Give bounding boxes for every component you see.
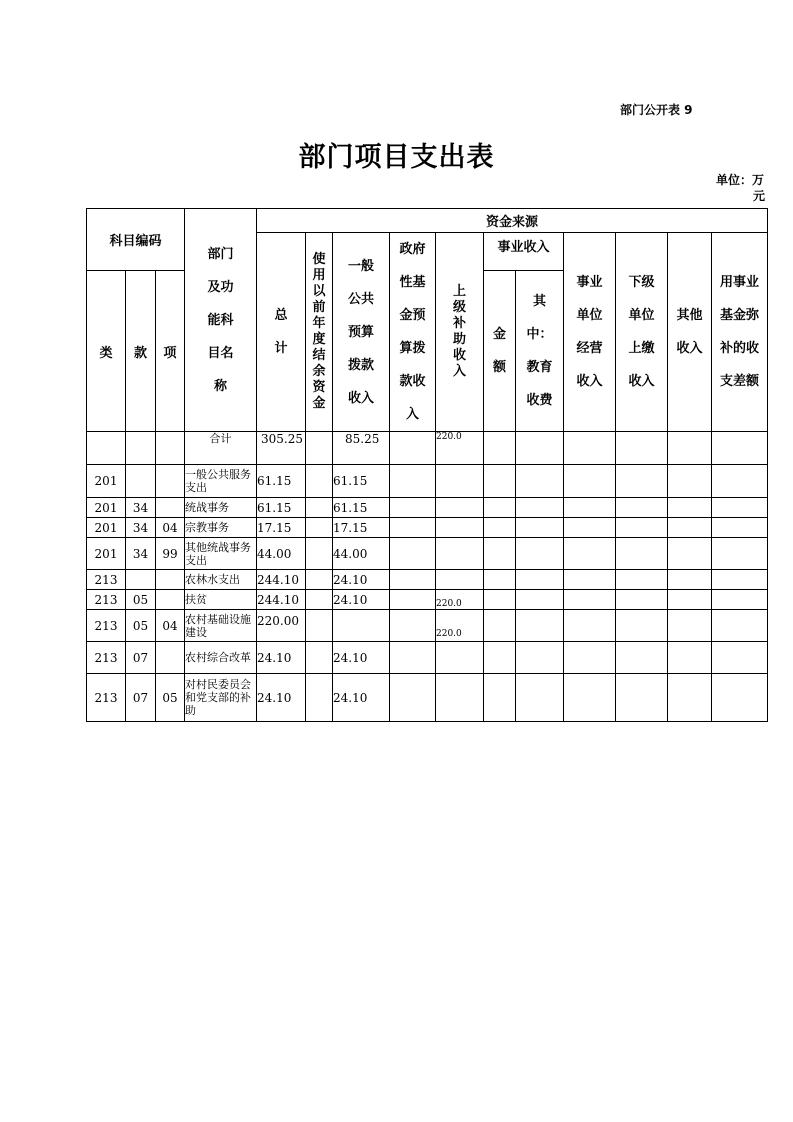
fund-balance-header: 用事业 基金弥 补的收 支差额 bbox=[712, 233, 768, 432]
cell-lower bbox=[616, 518, 668, 538]
xiang-header: 项 bbox=[156, 271, 185, 432]
cell-total: 61.15 bbox=[257, 498, 306, 518]
table-row bbox=[87, 518, 768, 538]
cell-name: 合计 bbox=[185, 432, 257, 465]
cell-edu bbox=[516, 498, 564, 518]
cell-kuan: 34 bbox=[126, 518, 156, 538]
table-row bbox=[87, 570, 768, 590]
cell-oper bbox=[564, 642, 616, 674]
table-row bbox=[87, 610, 768, 642]
cell-balance bbox=[712, 642, 768, 674]
cell-gov bbox=[390, 590, 436, 610]
other-income-header: 其他 收入 bbox=[668, 233, 712, 432]
page-title: 部门项目支出表 bbox=[298, 142, 495, 173]
cell-total: 17.15 bbox=[257, 518, 306, 538]
cell-other bbox=[668, 674, 712, 722]
cell-prior bbox=[306, 610, 333, 642]
cell-lower bbox=[616, 610, 668, 642]
cell-amount bbox=[484, 590, 516, 610]
table-row bbox=[87, 432, 768, 465]
subject-code-header: 科目编码 bbox=[87, 209, 185, 271]
cell-upper bbox=[436, 498, 484, 518]
cell-other bbox=[668, 432, 712, 465]
cell-lei bbox=[87, 432, 126, 465]
cell-oper bbox=[564, 538, 616, 570]
cell-lei: 213 bbox=[87, 590, 126, 610]
cell-oper bbox=[564, 518, 616, 538]
table-row bbox=[87, 538, 768, 570]
cell-upper: 220.0 bbox=[436, 432, 484, 465]
cell-balance bbox=[712, 432, 768, 465]
cell-xiang bbox=[156, 432, 185, 465]
cell-other bbox=[668, 498, 712, 518]
cell-upper bbox=[436, 642, 484, 674]
cell-edu bbox=[516, 518, 564, 538]
operating-income-header: 事业 单位 经营 收入 bbox=[564, 233, 616, 432]
cell-lei: 213 bbox=[87, 610, 126, 642]
cell-amount bbox=[484, 465, 516, 498]
cell-oper bbox=[564, 610, 616, 642]
cell-name: 其他统战事务支出 bbox=[185, 538, 257, 570]
cell-balance bbox=[712, 674, 768, 722]
cell-other bbox=[668, 642, 712, 674]
cell-other bbox=[668, 538, 712, 570]
cell-total: 244.10 bbox=[257, 590, 306, 610]
cell-kuan: 05 bbox=[126, 590, 156, 610]
gov-fund-header: 政府 性基 金预 算拨 款收 入 bbox=[390, 233, 436, 432]
cell-oper bbox=[564, 432, 616, 465]
cell-balance bbox=[712, 518, 768, 538]
cell-oper bbox=[564, 674, 616, 722]
cell-name: 统战事务 bbox=[185, 498, 257, 518]
lei-header: 类 bbox=[87, 271, 126, 432]
cell-amount bbox=[484, 538, 516, 570]
general-budget-header: 一般 公共 预算 拨款 收入 bbox=[333, 233, 390, 432]
cell-kuan: 07 bbox=[126, 642, 156, 674]
cell-name: 一般公共服务支出 bbox=[185, 465, 257, 498]
cell-gov bbox=[390, 642, 436, 674]
cell-total: 244.10 bbox=[257, 570, 306, 590]
dept-name-header: 部门 及功 能科 目名 称 bbox=[185, 209, 257, 432]
form-number-tag: 部门公开表 9 bbox=[620, 103, 693, 117]
cell-edu bbox=[516, 538, 564, 570]
cell-gov bbox=[390, 538, 436, 570]
cell-total: 220.00 bbox=[257, 610, 306, 642]
cell-upper: 220.0 bbox=[436, 610, 484, 642]
cell-upper bbox=[436, 465, 484, 498]
cell-amount bbox=[484, 570, 516, 590]
funding-source-header: 资金来源 bbox=[257, 209, 768, 233]
business-income-header: 事业收入 bbox=[484, 233, 564, 271]
cell-oper bbox=[564, 498, 616, 518]
total-header: 总 计 bbox=[257, 233, 306, 432]
cell-upper bbox=[436, 538, 484, 570]
cell-kuan bbox=[126, 432, 156, 465]
cell-name: 扶贫 bbox=[185, 590, 257, 610]
cell-amount bbox=[484, 642, 516, 674]
cell-general: 24.10 bbox=[333, 674, 390, 722]
cell-prior bbox=[306, 642, 333, 674]
cell-kuan: 05 bbox=[126, 610, 156, 642]
cell-general: 85.25 bbox=[333, 432, 390, 465]
cell-kuan bbox=[126, 570, 156, 590]
cell-balance bbox=[712, 610, 768, 642]
cell-amount bbox=[484, 674, 516, 722]
upper-subsidy-header: 上 级 补 助 收 入 bbox=[436, 233, 484, 432]
cell-amount bbox=[484, 498, 516, 518]
cell-lower bbox=[616, 674, 668, 722]
cell-total: 24.10 bbox=[257, 674, 306, 722]
cell-total: 305.25 bbox=[257, 432, 306, 465]
table-row bbox=[87, 674, 768, 722]
cell-other bbox=[668, 465, 712, 498]
cell-upper bbox=[436, 518, 484, 538]
cell-name: 宗教事务 bbox=[185, 518, 257, 538]
cell-gov bbox=[390, 674, 436, 722]
cell-lower bbox=[616, 642, 668, 674]
cell-lower bbox=[616, 432, 668, 465]
cell-upper bbox=[436, 674, 484, 722]
cell-balance bbox=[712, 498, 768, 518]
cell-other bbox=[668, 610, 712, 642]
cell-gov bbox=[390, 465, 436, 498]
cell-gov bbox=[390, 570, 436, 590]
cell-lower bbox=[616, 570, 668, 590]
cell-prior bbox=[306, 518, 333, 538]
cell-lei: 201 bbox=[87, 498, 126, 518]
cell-prior bbox=[306, 674, 333, 722]
cell-name: 对村民委员会和党支部的补助 bbox=[185, 674, 257, 722]
cell-general bbox=[333, 610, 390, 642]
cell-lei: 201 bbox=[87, 538, 126, 570]
cell-total: 24.10 bbox=[257, 642, 306, 674]
cell-other bbox=[668, 590, 712, 610]
cell-oper bbox=[564, 570, 616, 590]
cell-prior bbox=[306, 538, 333, 570]
cell-xiang bbox=[156, 465, 185, 498]
cell-balance bbox=[712, 465, 768, 498]
cell-general: 24.10 bbox=[333, 570, 390, 590]
cell-gov bbox=[390, 518, 436, 538]
header-row-1 bbox=[87, 209, 768, 233]
cell-edu bbox=[516, 642, 564, 674]
cell-xiang bbox=[156, 570, 185, 590]
table-row bbox=[87, 498, 768, 518]
project-expenditure-table bbox=[86, 208, 768, 722]
cell-lower bbox=[616, 498, 668, 518]
cell-kuan: 07 bbox=[126, 674, 156, 722]
cell-general: 24.10 bbox=[333, 590, 390, 610]
cell-name: 农村基础设施建设 bbox=[185, 610, 257, 642]
unit-label: 单位：万 bbox=[716, 173, 765, 187]
cell-xiang: 04 bbox=[156, 518, 185, 538]
cell-edu bbox=[516, 432, 564, 465]
table-row bbox=[87, 642, 768, 674]
cell-name: 农林水支出 bbox=[185, 570, 257, 590]
cell-balance bbox=[712, 590, 768, 610]
cell-xiang: 99 bbox=[156, 538, 185, 570]
cell-xiang: 04 bbox=[156, 610, 185, 642]
cell-general: 17.15 bbox=[333, 518, 390, 538]
cell-prior bbox=[306, 465, 333, 498]
cell-xiang: 05 bbox=[156, 674, 185, 722]
cell-other bbox=[668, 570, 712, 590]
kuan-header: 款 bbox=[126, 271, 156, 432]
cell-amount bbox=[484, 432, 516, 465]
cell-lower bbox=[616, 465, 668, 498]
cell-general: 44.00 bbox=[333, 538, 390, 570]
table-row bbox=[87, 590, 768, 610]
cell-oper bbox=[564, 465, 616, 498]
cell-lower bbox=[616, 590, 668, 610]
cell-total: 44.00 bbox=[257, 538, 306, 570]
lower-unit-header: 下级 单位 上缴 收入 bbox=[616, 233, 668, 432]
cell-name: 农村综合改革 bbox=[185, 642, 257, 674]
cell-general: 61.15 bbox=[333, 498, 390, 518]
amount-header: 金 额 bbox=[484, 271, 516, 432]
cell-lei: 201 bbox=[87, 465, 126, 498]
cell-prior bbox=[306, 590, 333, 610]
cell-balance bbox=[712, 570, 768, 590]
cell-lower bbox=[616, 538, 668, 570]
cell-total: 61.15 bbox=[257, 465, 306, 498]
cell-edu bbox=[516, 570, 564, 590]
cell-general: 24.10 bbox=[333, 642, 390, 674]
cell-prior bbox=[306, 432, 333, 465]
cell-upper: 220.0 bbox=[436, 590, 484, 610]
prior-year-header: 使 用 以 前 年 度 结 余 资 金 bbox=[306, 233, 333, 432]
cell-lei: 213 bbox=[87, 674, 126, 722]
cell-lei: 213 bbox=[87, 642, 126, 674]
cell-lei: 213 bbox=[87, 570, 126, 590]
cell-upper bbox=[436, 570, 484, 590]
cell-xiang bbox=[156, 590, 185, 610]
cell-xiang bbox=[156, 642, 185, 674]
edu-fee-header: 其 中： 教育 收费 bbox=[516, 271, 564, 432]
unit-label-cont: 元 bbox=[753, 189, 766, 203]
cell-xiang bbox=[156, 498, 185, 518]
cell-oper bbox=[564, 590, 616, 610]
cell-general: 61.15 bbox=[333, 465, 390, 498]
table-row bbox=[87, 465, 768, 498]
cell-edu bbox=[516, 590, 564, 610]
cell-amount bbox=[484, 518, 516, 538]
cell-gov bbox=[390, 432, 436, 465]
cell-kuan bbox=[126, 465, 156, 498]
cell-gov bbox=[390, 498, 436, 518]
cell-kuan: 34 bbox=[126, 498, 156, 518]
cell-prior bbox=[306, 570, 333, 590]
cell-kuan: 34 bbox=[126, 538, 156, 570]
cell-lei: 201 bbox=[87, 518, 126, 538]
cell-other bbox=[668, 518, 712, 538]
cell-amount bbox=[484, 610, 516, 642]
cell-edu bbox=[516, 465, 564, 498]
cell-gov bbox=[390, 610, 436, 642]
cell-prior bbox=[306, 498, 333, 518]
cell-edu bbox=[516, 674, 564, 722]
cell-edu bbox=[516, 610, 564, 642]
cell-balance bbox=[712, 538, 768, 570]
